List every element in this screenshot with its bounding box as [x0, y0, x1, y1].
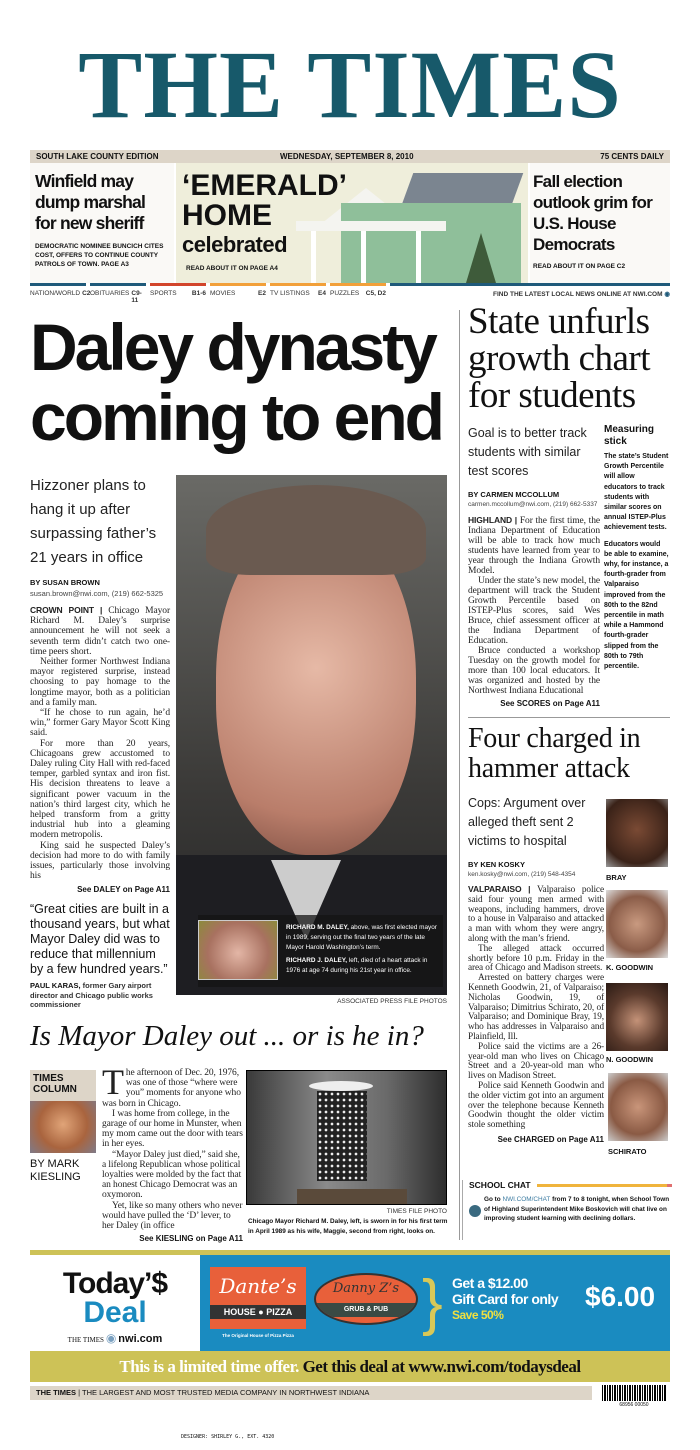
swearing-in-photo — [246, 1070, 447, 1205]
school-chat[interactable] — [462, 1180, 672, 1240]
hammer-text-column — [468, 794, 604, 1144]
dantes-tagline: The Original House of Pizza Pizza — [222, 1333, 294, 1338]
teaser-headline-2: HOME — [182, 199, 272, 232]
teaser-headline-3: celebrated — [182, 232, 288, 257]
mugshot-schirato — [608, 1073, 668, 1141]
ad-logo-text: Today’$ — [62, 1267, 168, 1300]
teaser-summary: DEMOCRATIC NOMINEE BUNCICH CITES COST, OFFERS TO CONTINUE COUNTY PATROLS OF TOWN. PAGE A3 — [35, 243, 164, 268]
footer-bar: THE TIMES | THE LARGEST AND MOST TRUSTED MEDIA COMPANY IN NORTHWEST INDIANA — [30, 1386, 592, 1400]
teaser-election[interactable] — [530, 163, 670, 283]
mugshot-label: N. GOODWIN — [606, 1055, 654, 1064]
hammer-headline[interactable]: Four charged in hammer attack — [468, 723, 641, 784]
barcode — [602, 1385, 666, 1401]
lead-contact[interactable]: susan.brown@nwi.com, (219) 662-5325 — [30, 589, 164, 598]
mugshot-bray — [606, 799, 668, 867]
sidebar-title: Measuring stick — [604, 424, 655, 447]
chat-bubble-icon — [469, 1205, 481, 1217]
hammer-byline: BY KEN KOSKY — [468, 860, 525, 869]
sidebar-text: Educators would be able to examine, why, for instance, a fourth-grader from Valparaiso improved from the 80th to the 82nd percentile in math while a Hammond fourth-grader slipped from the 80th to 79th percentile. — [604, 540, 669, 671]
nwi-brand: nwi.com — [118, 1333, 163, 1345]
scores-deck: Goal is to better track students with similar test scores — [468, 426, 587, 478]
lead-photo-credit: ASSOCIATED PRESS FILE PHOTOS — [337, 998, 447, 1005]
column-photo-credit: TIMES FILE PHOTO — [386, 1208, 447, 1215]
teaser-headline-1: ‘EMERALD’ — [182, 169, 347, 202]
times-column-label: TIMES COLUMN — [30, 1070, 96, 1103]
column-divider — [459, 310, 460, 1240]
offer-price: $6.00 — [585, 1281, 656, 1312]
school-chat-title: SCHOOL CHAT — [469, 1180, 531, 1190]
scores-jump[interactable]: See SCORES on Page A11 — [500, 699, 600, 708]
mugshot-n-goodwin — [606, 983, 668, 1051]
hammer-deck: Cops: Argument over alleged theft sent 2 victims to hospital — [468, 796, 586, 848]
teaser-summary: READ ABOUT IT ON PAGE A4 — [186, 265, 278, 272]
brace-icon: } — [422, 1268, 443, 1337]
mugshot-label: BRAY — [606, 873, 627, 882]
sidebar-text: The state’s Student Growth Percentile will allow educators to track students with similar scores on annual ISTEP-Plus achievement tests. — [604, 453, 669, 532]
globe-icon: ◉ — [664, 291, 670, 298]
ad-logo — [30, 1255, 200, 1351]
danny-z-logo: Danny Z’s GRUB & PUB — [314, 1273, 418, 1325]
scores-headline[interactable]: State unfurls growth chart for students — [468, 301, 651, 416]
index-item-movies[interactable]: MOVIES E2 — [210, 283, 266, 301]
index-item-sports[interactable]: SPORTS B1-6 — [150, 283, 206, 301]
index-item-nation-world[interactable]: NATION/WORLD C2 — [30, 283, 86, 301]
measuring-stick-sidebar — [604, 424, 670, 672]
column-jump[interactable]: See KIESLING on Page A11 — [139, 1234, 243, 1244]
lead-body: CROWN POINT | Chicago Mayor Richard M. Daley’s surprise announcement he will not seek a seventh term didn’t catch two one-time peers short. Neither former Northwest Indiana mayor registered surprise, instead choosing to pay homage to the longtime mayor, both as a politician and a family man. “If he chose to run again, he’d win,” former Gary Mayor Scott King said. For more than 20 years, Chicagoans grew accustomed to Daley ruling City Hall with red-faced temper, garbled syntax and iron fist. His decision threatens to leave a significant power vacuum in the nation’s third largest city, which he helped transform from a gritty industrial hub into a gleaming modern metropolis. King said he suspected Daley’s decision had more to do with family issues, particularly those involving his — [30, 605, 171, 882]
teaser-emerald-home[interactable] — [176, 163, 528, 283]
caption-box: RICHARD M. DALEY, above, was first elected mayor in 1989, serving out the final two years of the late Mayor Harold Washington’s term. RICHARD J. DALEY, left, died of a heart attack in 1976 at age 74 during his 21st year in office. — [198, 915, 443, 987]
section-index — [30, 283, 670, 304]
masthead-title: THE TIMES — [78, 31, 622, 138]
column-headline[interactable]: Is Mayor Daley out ... or is he in? — [30, 1020, 424, 1052]
lead-headline[interactable]: Daley dynasty coming to end — [30, 310, 442, 454]
lead-jump[interactable]: See DALEY on Page A11 — [77, 885, 170, 895]
teaser-winfield[interactable] — [30, 163, 174, 283]
edition: SOUTH LAKE COUNTY EDITION — [36, 152, 159, 161]
dantes-logo: Dante’s HOUSE ● PIZZA — [210, 1267, 306, 1329]
column-text — [102, 1062, 243, 1244]
column-photo-caption: Chicago Mayor Richard M. Daley, left, is sworn in for his first term in April 1989 as his wife, Maggie, second from right, looks on. — [248, 1218, 448, 1235]
ad-offer-panel — [200, 1255, 670, 1351]
pencil-icon — [537, 1184, 672, 1187]
scores-body: HIGHLAND | For the first time, the Indiana Department of Education will be able to track how much students have learned from year to year through the Indiana Growth Model. Under the state’s new model, the department will track the Student Growth Percentile based on ISTEP-Plus scores, said Wes Bruce, chief assessment officer at the Indiana Department of Education. Bruce conducted a workshop Tuesday on the growth model for more than 100 local educators. It was organized and hosted by the Northwest Indiana Educational — [468, 515, 600, 696]
barcode-number: 68956 00050 — [619, 1402, 649, 1408]
times-brand: THE TIMES — [67, 1336, 104, 1344]
mugshot-k-goodwin — [606, 890, 668, 958]
hammer-contact[interactable]: ken.kosky@nwi.com, (219) 548-4354 — [468, 871, 576, 878]
ad-logo-text: Deal — [83, 1296, 147, 1329]
quote: “Great cities are built in a thousand years, but what Mayor Daley did was to reduce that millennium by a few hundred years.” — [30, 902, 170, 977]
offer-text: Get a $12.00 Gift Card for only Save 50% — [452, 1275, 559, 1322]
lead-byline: BY SUSAN BROWN — [30, 578, 100, 587]
column-byline: BY MARK KIESLING — [30, 1158, 81, 1183]
teaser-headline: Fall election outlook grim for U.S. House Democrats — [533, 172, 653, 254]
column-body: The afternoon of Dec. 20, 1976, was one of those “where were you” moments for anyone who was born in Chicago. I was home from college, in the garage of our home in Munster, when my mom came out the door with tears in her eyes. “Mayor Daley just died,” said she, a lifelong Republican whose political loyalties were molded by the fact that an honest Chicago Democrat was an oxymoron. Yet, like so many others who never would have pulled the ‘D’ lever, to her Daley (in office — [102, 1062, 243, 1232]
mugshot-label: SCHIRATO — [608, 1147, 647, 1156]
todays-deal-ad[interactable] — [30, 1250, 670, 1382]
price: 75 CENTS DAILY — [600, 152, 664, 161]
index-item-obituaries[interactable]: OBITUARIES C9-11 — [90, 283, 146, 301]
lead-deck: Hizzoner plans to hang it up after surpassing father’s 21 years in office — [30, 477, 157, 566]
globe-icon: ◉ — [105, 1331, 117, 1345]
school-chat-text: Go to NWI.COM/CHAT from 7 to 8 tonight, when School Town of Highland Superintendent Mike Boskovich will chat live on improving student learning with declining dollars. — [484, 1196, 670, 1222]
index-online-link[interactable]: FIND THE LATEST LOCAL NEWS ONLINE AT NWI.COM ◉ — [390, 283, 670, 301]
richard-j-daley-photo — [198, 920, 278, 980]
scores-contact[interactable]: carmen.mccollum@nwi.com, (219) 662-5337 — [468, 501, 598, 508]
index-item-tv-listings[interactable]: TV LISTINGS E4 — [270, 283, 326, 301]
teaser-headline: Winfield may dump marshal for new sheriff — [35, 171, 146, 233]
columnist-photo — [30, 1101, 96, 1153]
divider — [468, 717, 670, 718]
hammer-jump[interactable]: See CHARGED on Page A11 — [497, 1134, 604, 1144]
lead-text-column — [30, 474, 170, 1010]
hammer-body: VALPARAISO | Valparaiso police said four young men armed with weapons, including hammers, drove to a house in Valparaiso and attacked a man with whom they were angry, along with the man’s friend. The alleged attack occurred shortly before 10 p.m. Friday in the area of Chicago and Madison streets. Arrested on battery charges were Kenneth Goodwin, 21, of Valparaiso; Nicholas Goodwin, 19, of Valparaiso; Dimitrius Schirato, 20, of Valparaiso; and Dominique Bray, 19, who has addresses in Valparaiso and Plainfield, Ill. Police said the victims are a 26-year-old man who lives on Chicago Street and a 20-year-old man who lives on Madison Street. Police said Kenneth Goodwin and the older victim got into an argument over the telephone because Kenneth Goodwin thought the older victim stole something — [468, 884, 604, 1131]
chat-link[interactable]: NWI.COM/CHAT — [502, 1196, 551, 1203]
ad-band[interactable]: This is a limited time offer. Get this deal at www.nwi.com/todaysdeal — [119, 1357, 581, 1376]
mugshot-label: K. GOODWIN — [606, 963, 654, 972]
quote-attribution: PAUL KARAS, former Gary airport director and Chicago public works commissioner — [30, 981, 153, 1010]
designer-credit: DESIGNER: SHIRLEY G., EXT. 4320 — [181, 1434, 275, 1440]
scores-text-column — [468, 424, 600, 708]
daley-photo — [176, 475, 447, 995]
edition-bar — [30, 150, 670, 163]
teaser-summary: READ ABOUT IT ON PAGE C2 — [533, 263, 626, 270]
scores-byline: BY CARMEN MCCOLLUM — [468, 490, 560, 499]
date: WEDNESDAY, SEPTEMBER 8, 2010 — [280, 152, 414, 161]
index-item-puzzles[interactable]: PUZZLES C5, D2 — [330, 283, 386, 301]
